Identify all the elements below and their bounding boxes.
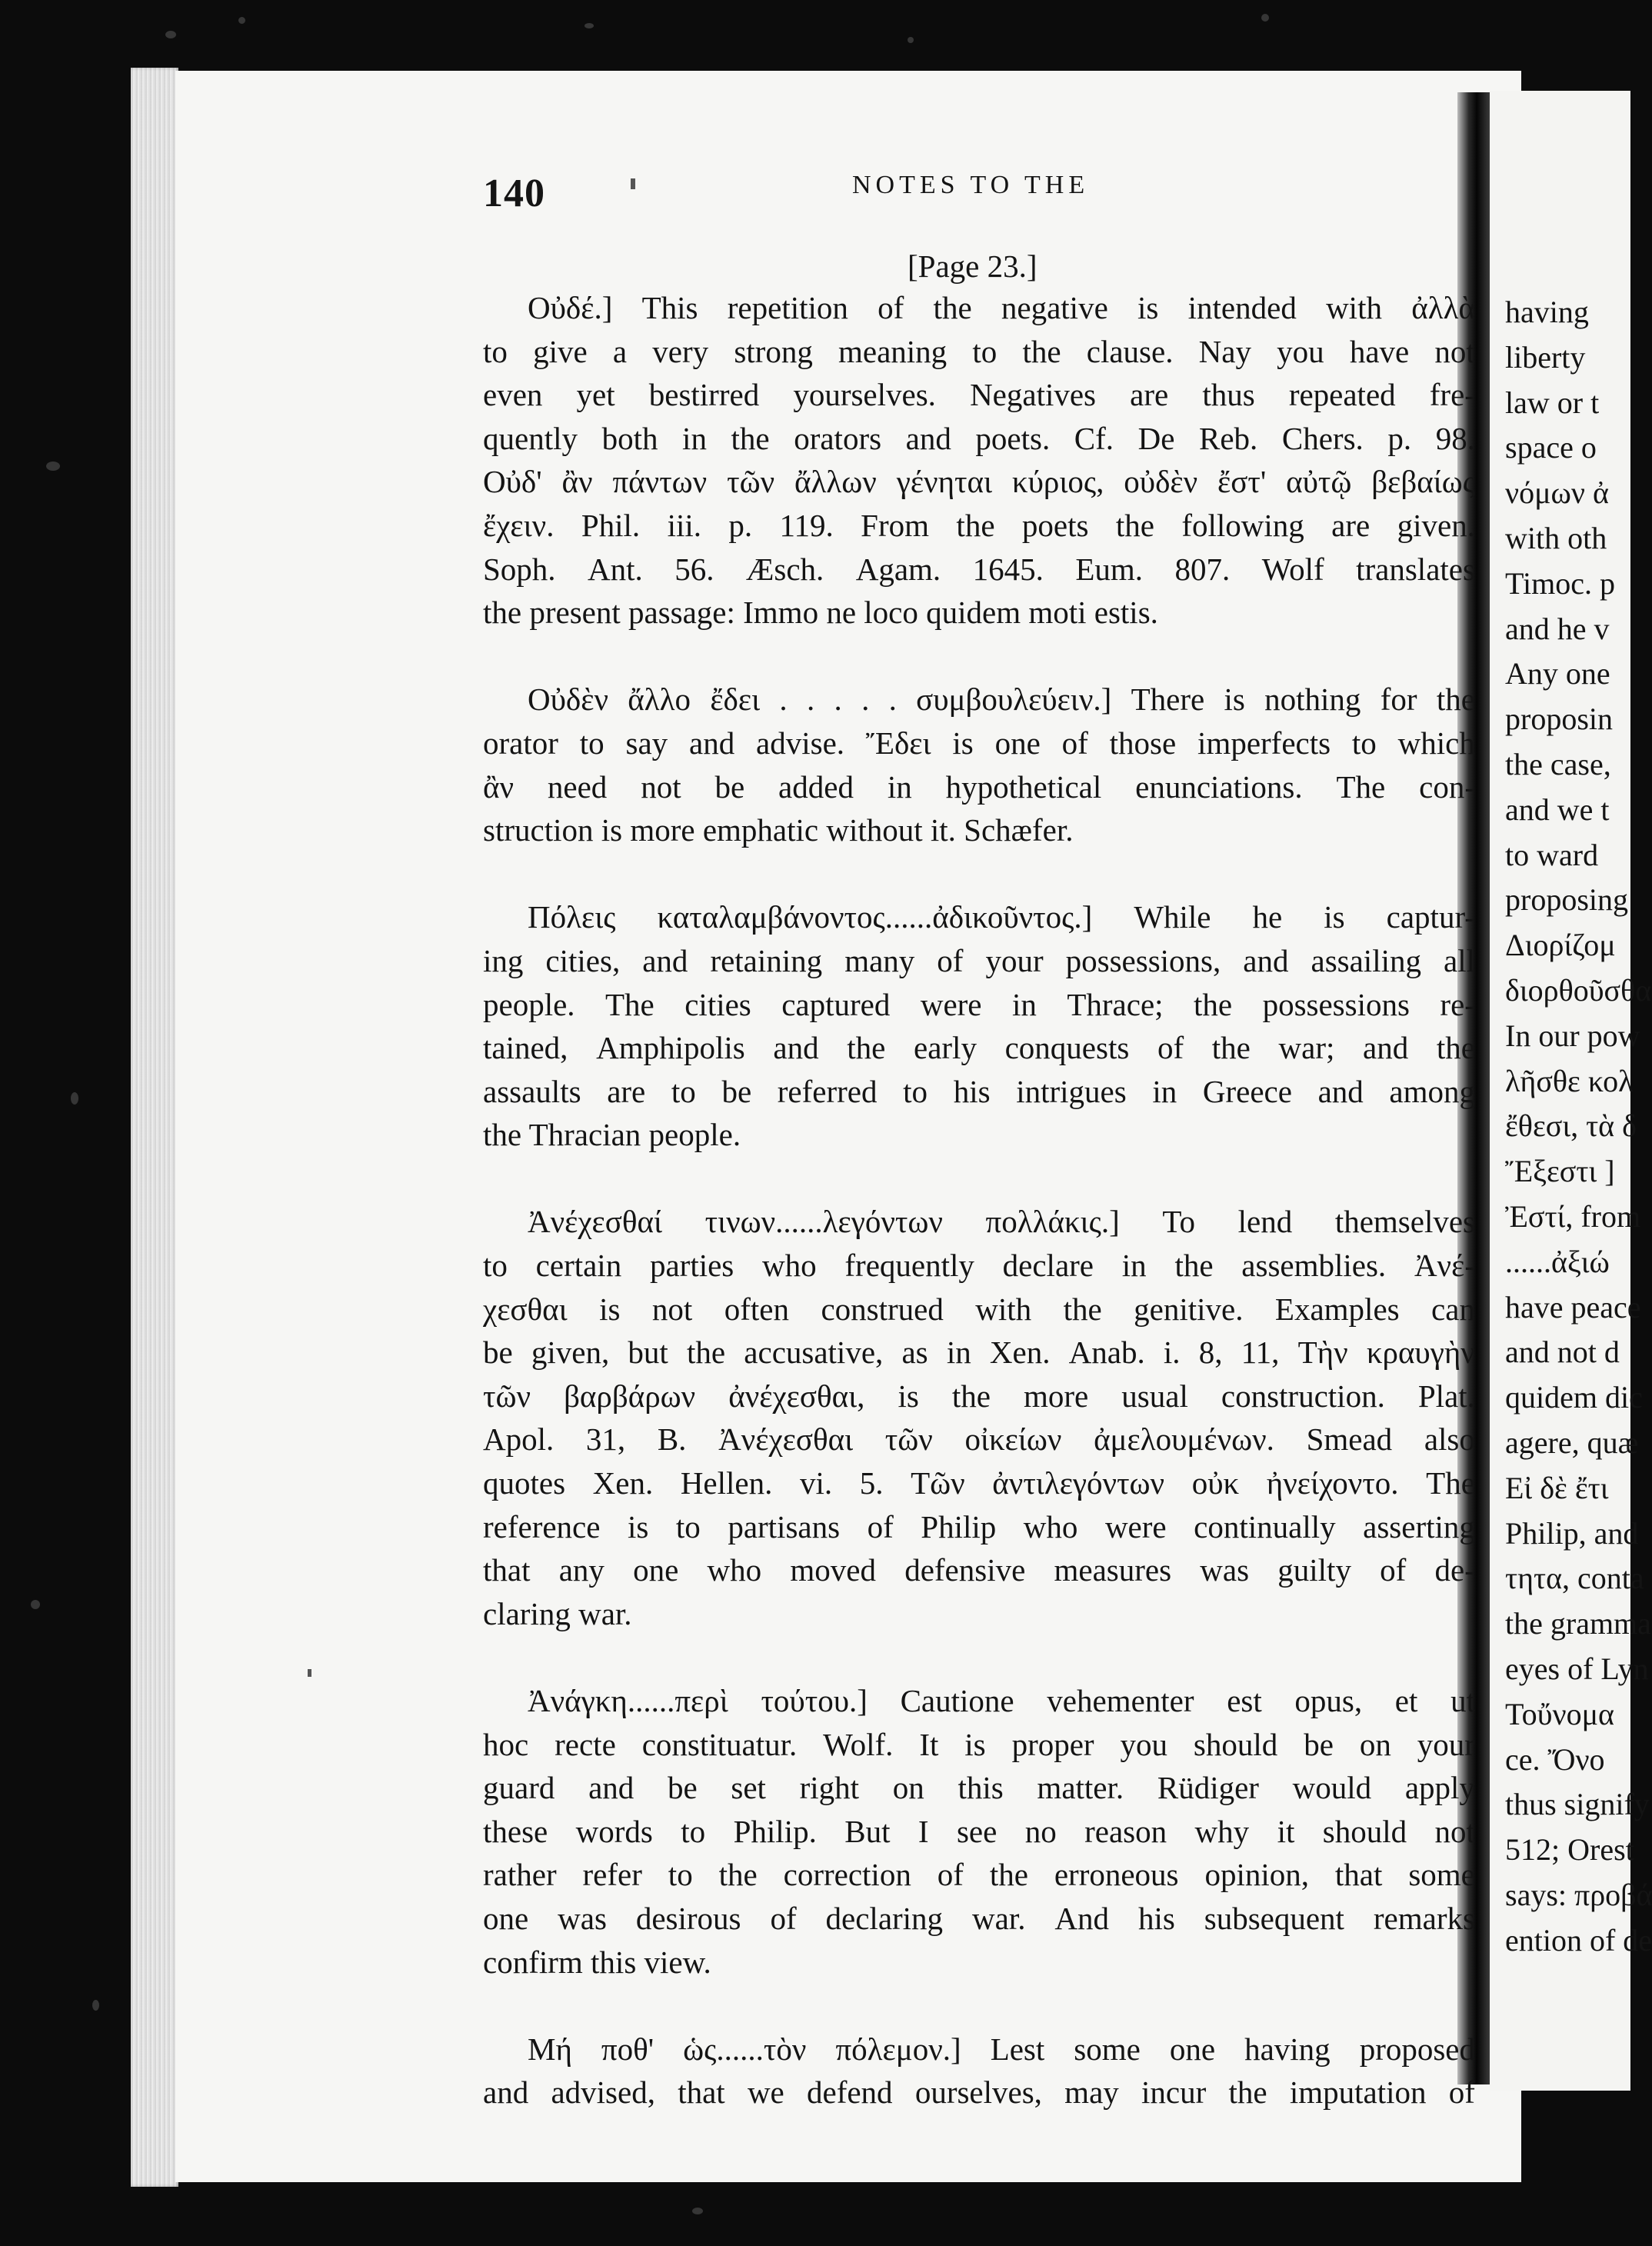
facing-page-line: proposin (1505, 701, 1613, 737)
facing-page-line: proposing (1505, 882, 1628, 918)
facing-page-line: to ward (1505, 837, 1599, 872)
running-head (483, 171, 1467, 216)
text-line: Πόλεις καταλαμβάνοντος......ἀδικοῦντος.] While he is captur- (528, 899, 1475, 935)
text-line: to certain parties who frequently declare in the assemblies. Ἀνέ- (483, 1248, 1475, 1284)
text-line: even yet bestirred yourselves. Negatives are thus repeated fre- (483, 377, 1475, 413)
text-line: guard and be set right on this matter. Rüdiger would apply (483, 1770, 1475, 1806)
facing-page (1490, 91, 1652, 2091)
facing-page-line: having (1505, 295, 1589, 329)
text-line: be given, but the accusative, as in Xen. Anab. i. 8, 11, Τὴν κραυγὴν (483, 1335, 1475, 1371)
text-line: these words to Philip. But I see no reason why it should not (483, 1813, 1475, 1849)
text-line: the present passage: Immo ne loco quidem moti estis. (483, 595, 1158, 631)
text-line: Ἀνέχεσθαί τινων......λεγόντων πολλάκις.] To lend themselves (528, 1204, 1475, 1240)
page-reference: [Page 23.] (908, 248, 1037, 284)
facing-page-line: Timoc. p (1505, 565, 1616, 601)
facing-page-line: agere, quæ (1505, 1425, 1639, 1460)
facing-page-line: λῆσθε κολ (1505, 1063, 1634, 1098)
facing-page-line: Any one (1505, 656, 1610, 691)
facing-page-line: Ἔξεστι ] (1505, 1154, 1615, 1189)
print-mark (308, 1669, 311, 1677)
text-line: people. The cities captured were in Thrace; the possessions re- (483, 986, 1475, 1022)
text-line: Οὐδ' ἂν πάντων τῶν ἄλλων γένηται κύριος, οὐδὲν ἔστ' αὐτῷ βεβαίως (483, 464, 1475, 500)
facing-page-line: law or t (1505, 385, 1600, 420)
facing-page-line: ......ἀξιώ (1505, 1244, 1610, 1279)
text-line: claring war. (483, 1595, 632, 1631)
facing-page-line: ce. Ὄνο (1505, 1741, 1605, 1777)
text-line: ἂν need not be added in hypothetical enunciations. The con- (483, 768, 1475, 805)
text-line: Οὐδέ.] This repetition of the negative is intended with ἀλλὰ (528, 290, 1475, 325)
book-page-edges (131, 68, 178, 2187)
facing-page-line: διορθοῦσθα (1505, 973, 1652, 1008)
text-line: χεσθαι is not often construed with the genitive. Examples can (483, 1291, 1475, 1327)
facing-page-line: quidem dic (1505, 1380, 1643, 1415)
text-line: Μή ποθ' ὡς......τὸν πόλεμον.] Lest some one having proposed (528, 2031, 1475, 2067)
text-line: ing cities, and retaining many of your possessions, and assailing all (483, 942, 1475, 978)
running-head-title: NOTES TO THE (852, 171, 1090, 199)
facing-page-line: 512; Orest (1505, 1832, 1634, 1868)
text-line: tained, Amphipolis and the early conquests of the war; and the (483, 1030, 1475, 1066)
facing-page-line: νόμων ἀ (1505, 475, 1609, 511)
facing-page-line: eyes of Lyn (1505, 1651, 1649, 1686)
facing-page-line: and he v (1505, 611, 1610, 646)
facing-page-line: ἔθεσι, τὰ δ (1505, 1108, 1637, 1144)
text-line: the Thracian people. (483, 1117, 741, 1153)
facing-page-line: Philip, and (1505, 1515, 1639, 1551)
facing-page-line: the gramma (1505, 1606, 1651, 1641)
facing-page-line: τητα, conta (1505, 1561, 1644, 1596)
facing-page-line: In our pow (1505, 1018, 1640, 1053)
text-line: confirm this view. (483, 1944, 711, 1980)
facing-page-line: says: προβά (1505, 1878, 1652, 1912)
text-line: hoc recte constituatur. Wolf. It is proper you should be on your (483, 1726, 1475, 1762)
text-line: quotes Xen. Hellen. vi. 5. Τῶν ἀντιλεγόντων οὐκ ἠνείχοντο. The (483, 1465, 1475, 1501)
facing-page-line: Ἐστί, from (1505, 1199, 1641, 1234)
page-number: 140 (483, 172, 545, 215)
text-line: assaults are to be referred to his intrigues in Greece and among (483, 1073, 1475, 1109)
text-line: orator to say and advise. Ἔδει is one of those imperfects to which (483, 725, 1475, 761)
text-line: Apol. 31, B. Ἀνέχεσθαι τῶν οἰκείων ἀμελουμένων. Smead also (483, 1421, 1475, 1458)
facing-page-line: and we t (1505, 791, 1610, 827)
text-line: struction is more emphatic without it. Schæfer. (483, 812, 1074, 848)
text-line: to give a very strong meaning to the clause. Nay you have not (483, 333, 1475, 369)
text-line: Soph. Ant. 56. Æsch. Agam. 1645. Eum. 807. Wolf translates (483, 551, 1475, 587)
text-line: and advised, that we defend ourselves, may incur the imputation of (483, 2074, 1475, 2111)
text-line: Οὐδὲν ἄλλο ἔδει . . . . . συμβουλεύειν.] There is nothing for the (528, 681, 1475, 718)
body-text (483, 286, 1475, 2114)
text-line: τῶν βαρβάρων ἀνέχεσθαι, is the more usual construction. Plat. (483, 1378, 1475, 1414)
facing-page-line: the case, (1505, 747, 1611, 781)
text-line: that any one who moved defensive measures was guilty of de- (483, 1552, 1475, 1588)
facing-page-line: have peace (1505, 1289, 1641, 1325)
print-mark (631, 178, 635, 189)
text-line: Ἀνάγκη......περὶ τούτου.] Cautione vehementer est opus, et ut (528, 1683, 1475, 1718)
facing-page-line: Εἰ δὲ ἔτι (1505, 1470, 1609, 1505)
facing-page-line: Διορίζομ (1505, 928, 1616, 963)
facing-page-line: ention of de (1505, 1922, 1652, 1958)
text-line: quently both in the orators and poets. Cf. De Reb. Chers. p. 98. (483, 420, 1475, 456)
text-line: one was desirous of declaring war. And his subsequent remarks (483, 1900, 1475, 1936)
facing-page-line: space o (1505, 430, 1597, 465)
facing-page-line: thus signify (1505, 1787, 1650, 1822)
text-line: rather refer to the correction of the erroneous opinion, that some (483, 1857, 1475, 1893)
text-line: reference is to partisans of Philip who were continually asserting (483, 1508, 1475, 1545)
text-line: ἔχειν. Phil. iii. p. 119. From the poets the following are given. (483, 507, 1475, 543)
facing-page-line: liberty (1505, 339, 1586, 375)
facing-page-line: Τοὔνομα (1505, 1696, 1614, 1731)
facing-page-line: with oth (1505, 521, 1607, 555)
facing-page-line: and not d (1505, 1335, 1620, 1370)
